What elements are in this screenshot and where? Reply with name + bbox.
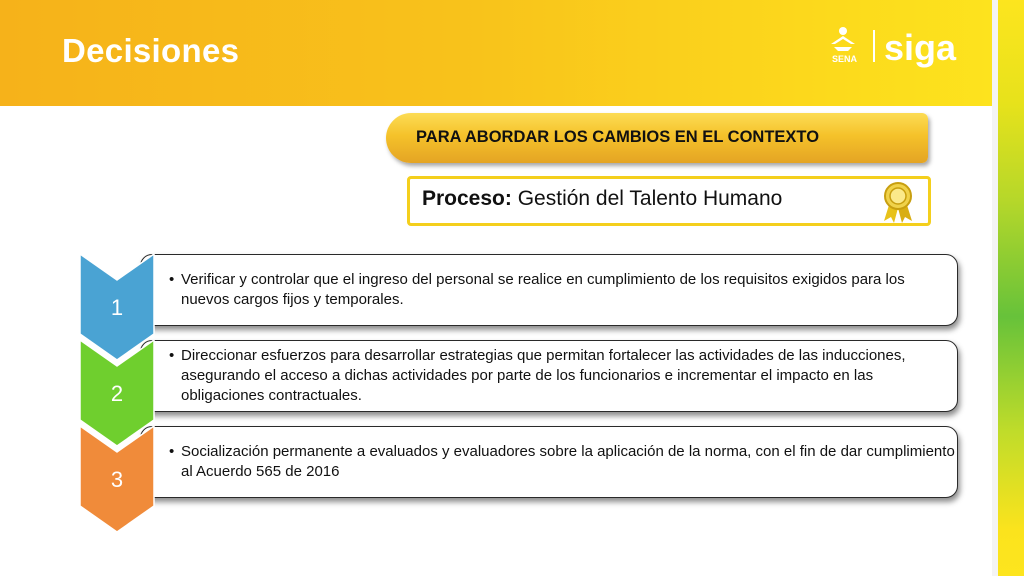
step-text-2: • Direccionar esfuerzos para desarrollar estrategias que permitan fortalecer las actividades de las inducciones, asegurando el acceso a dichas actividades por parte de los funcionarios e incrementar el impacto en las obligaciones contractuales.: [181, 346, 957, 406]
sena-siga-logo: [826, 22, 976, 72]
step-number-1: 1: [110, 295, 124, 320]
step-card-3: [140, 426, 958, 498]
step-text-3: • Socialización permanente a evaluados y evaluadores sobre la aplicación de la norma, con el fin de dar cumplimiento al Acuerdo 565 de 2016: [181, 442, 957, 482]
process-value: Gestión del Talento Humano: [517, 187, 783, 210]
step-card-2: [140, 340, 958, 412]
step-number-3: 3: [110, 467, 124, 492]
step-number-2: 2: [110, 381, 124, 406]
step-card-1: [140, 254, 958, 326]
step-chevron-3: [78, 426, 156, 532]
svg-text:SENA: SENA: [832, 54, 858, 64]
award-ribbon-icon: [878, 181, 918, 223]
process-box: [407, 176, 931, 226]
context-ribbon: [386, 113, 928, 163]
process-prefix: Proceso:: [422, 187, 512, 210]
decorative-side-stripe: [998, 0, 1024, 576]
header-bar: [0, 0, 1024, 106]
step-text-1: • Verificar y controlar que el ingreso del personal se realice en cumplimiento de los requisitos exigidos para los nuevos cargos fijos y temporales.: [181, 270, 957, 310]
page-title: Decisiones: [62, 32, 240, 69]
svg-text:siga: siga: [884, 27, 957, 68]
ribbon-label: PARA ABORDAR LOS CAMBIOS EN EL CONTEXTO: [416, 128, 820, 146]
process-text: [422, 187, 782, 211]
